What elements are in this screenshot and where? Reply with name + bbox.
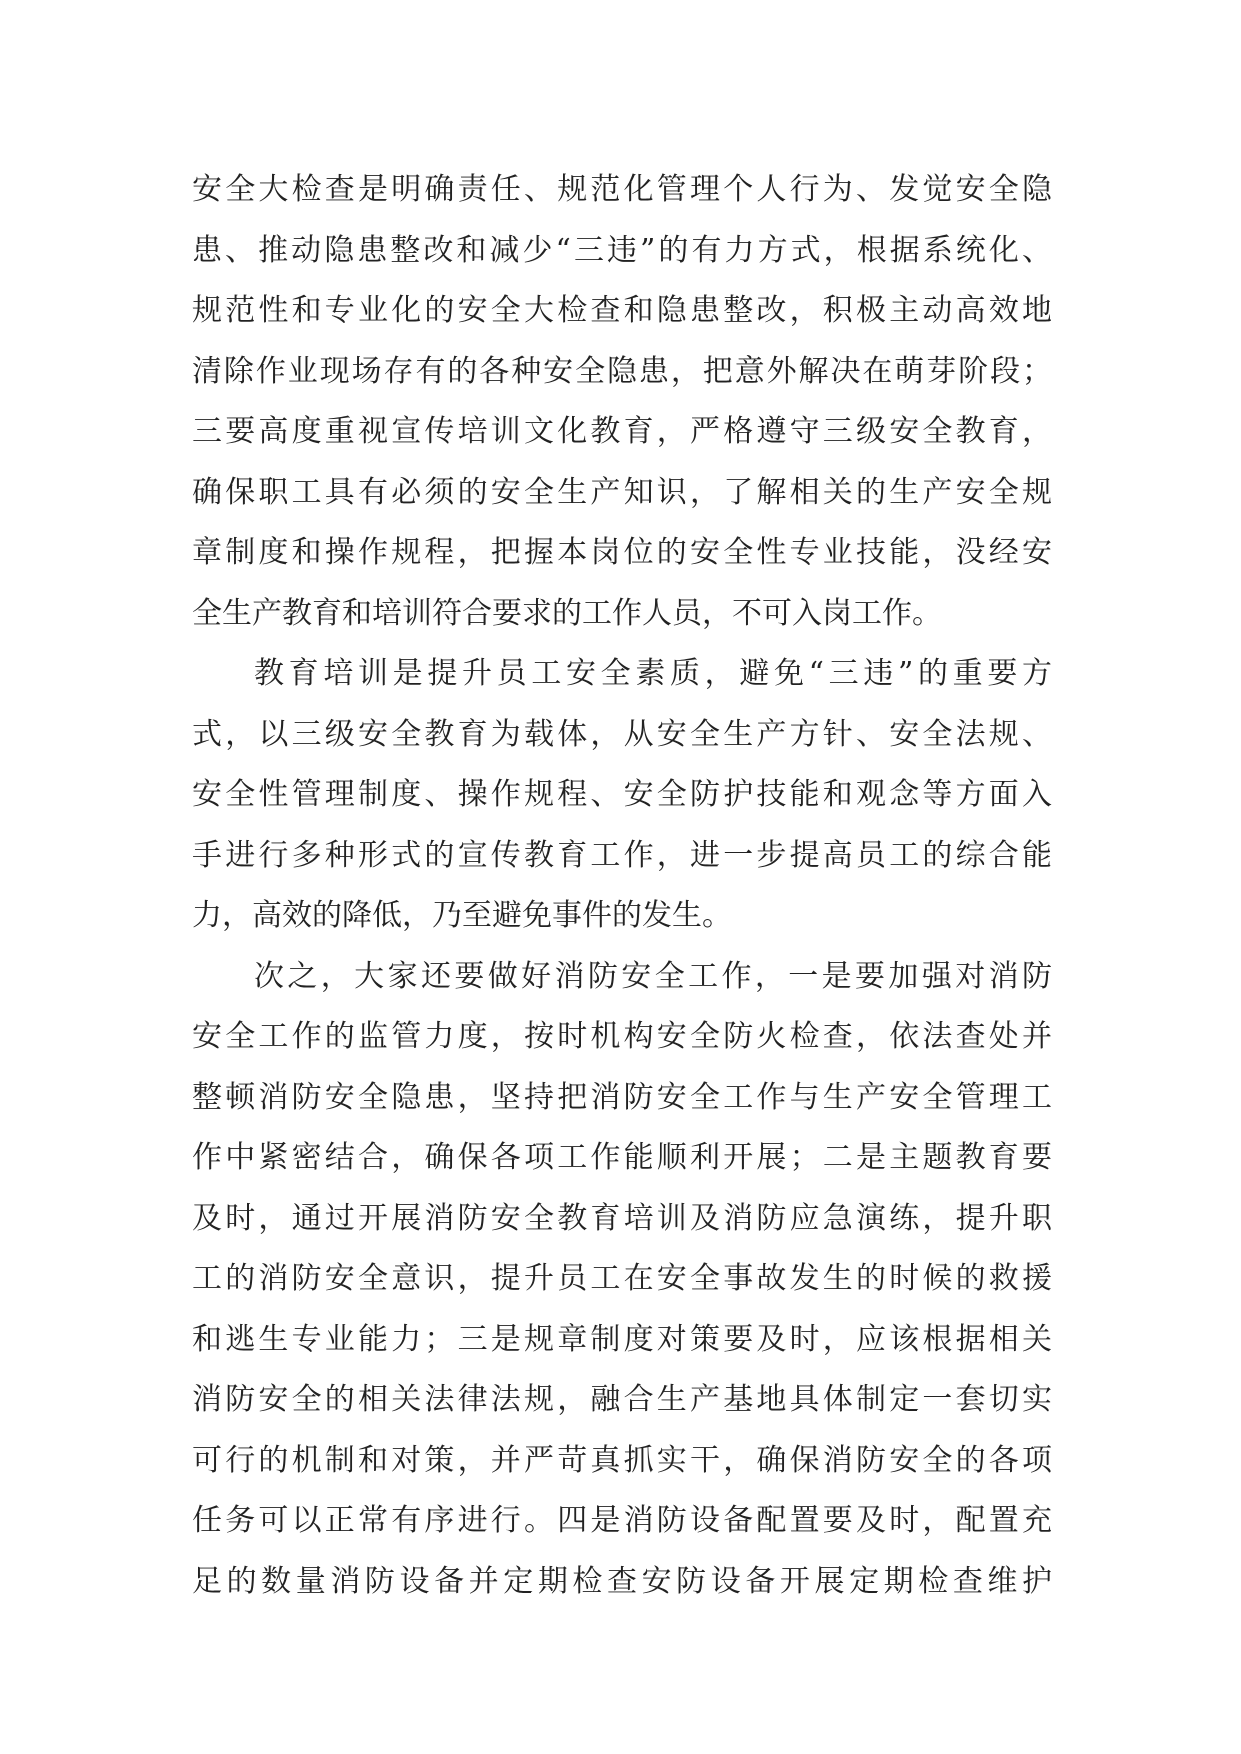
- text-line: 消防安全的相关法律法规，融合生产基地具体制定一套切实: [192, 1382, 1052, 1417]
- text-line: 手进行多种形式的宣传教育工作，进一步提高员工的综合能: [192, 837, 1052, 873]
- text-line: 安全工作的监管力度，按时机构安全防火检查，依法查处并: [192, 1019, 1052, 1054]
- text-line: 作中紧密结合，确保各项工作能顺利开展；二是主题教育要: [192, 1140, 1052, 1175]
- text-line: 任务可以正常有序进行。四是消防设备配置要及时，配置充: [192, 1503, 1052, 1538]
- text-line: 安全性管理制度、操作规程、安全防护技能和观念等方面入: [192, 777, 1052, 812]
- text-line: 及时，通过开展消防安全教育培训及消防应急演练，提升职: [192, 1200, 1052, 1236]
- text-line: 三要高度重视宣传培训文化教育，严格遵守三级安全教育，: [192, 414, 1052, 449]
- text-line: 全生产教育和培训符合要求的工作人员，不可入岗工作。: [192, 595, 942, 631]
- text-line: 工的消防安全意识，提升员工在安全事故发生的时候的救援: [192, 1261, 1052, 1296]
- text-line: 和逃生专业能力；三是规章制度对策要及时，应该根据相关: [192, 1321, 1052, 1357]
- text-line: 规范性和专业化的安全大检查和隐患整改，积极主动高效地: [192, 293, 1052, 328]
- text-line: 足的数量消防设备并定期检查安防设备开展定期检查维护: [192, 1563, 1052, 1599]
- body-text: [192, 160, 1052, 1612]
- text-line: 式，以三级安全教育为载体，从安全生产方针、安全法规、: [192, 716, 1052, 752]
- text-line: 力，高效的降低，乃至避免事件的发生。: [192, 898, 732, 933]
- text-line: 章制度和操作规程，把握本岗位的安全性专业技能，没经安: [192, 535, 1052, 570]
- text-line: 教育培训是提升员工安全素质，避免“三违”的重要方: [254, 656, 1052, 691]
- text-line: 次之，大家还要做好消防安全工作，一是要加强对消防: [254, 958, 1052, 994]
- text-line: 清除作业现场存有的各种安全隐患，把意外解决在萌芽阶段；: [192, 353, 1052, 389]
- text-line: 患、推动隐患整改和减少“三违”的有力方式，根据系统化、: [192, 232, 1052, 268]
- text-line: 安全大检查是明确责任、规范化管理个人行为、发觉安全隐: [192, 172, 1052, 207]
- text-line: 确保职工具有必须的安全生产知识，了解相关的生产安全规: [192, 474, 1052, 510]
- text-line: 整顿消防安全隐患，坚持把消防安全工作与生产安全管理工: [192, 1079, 1052, 1115]
- text-line: 可行的机制和对策，并严苛真抓实干，确保消防安全的各项: [192, 1442, 1052, 1478]
